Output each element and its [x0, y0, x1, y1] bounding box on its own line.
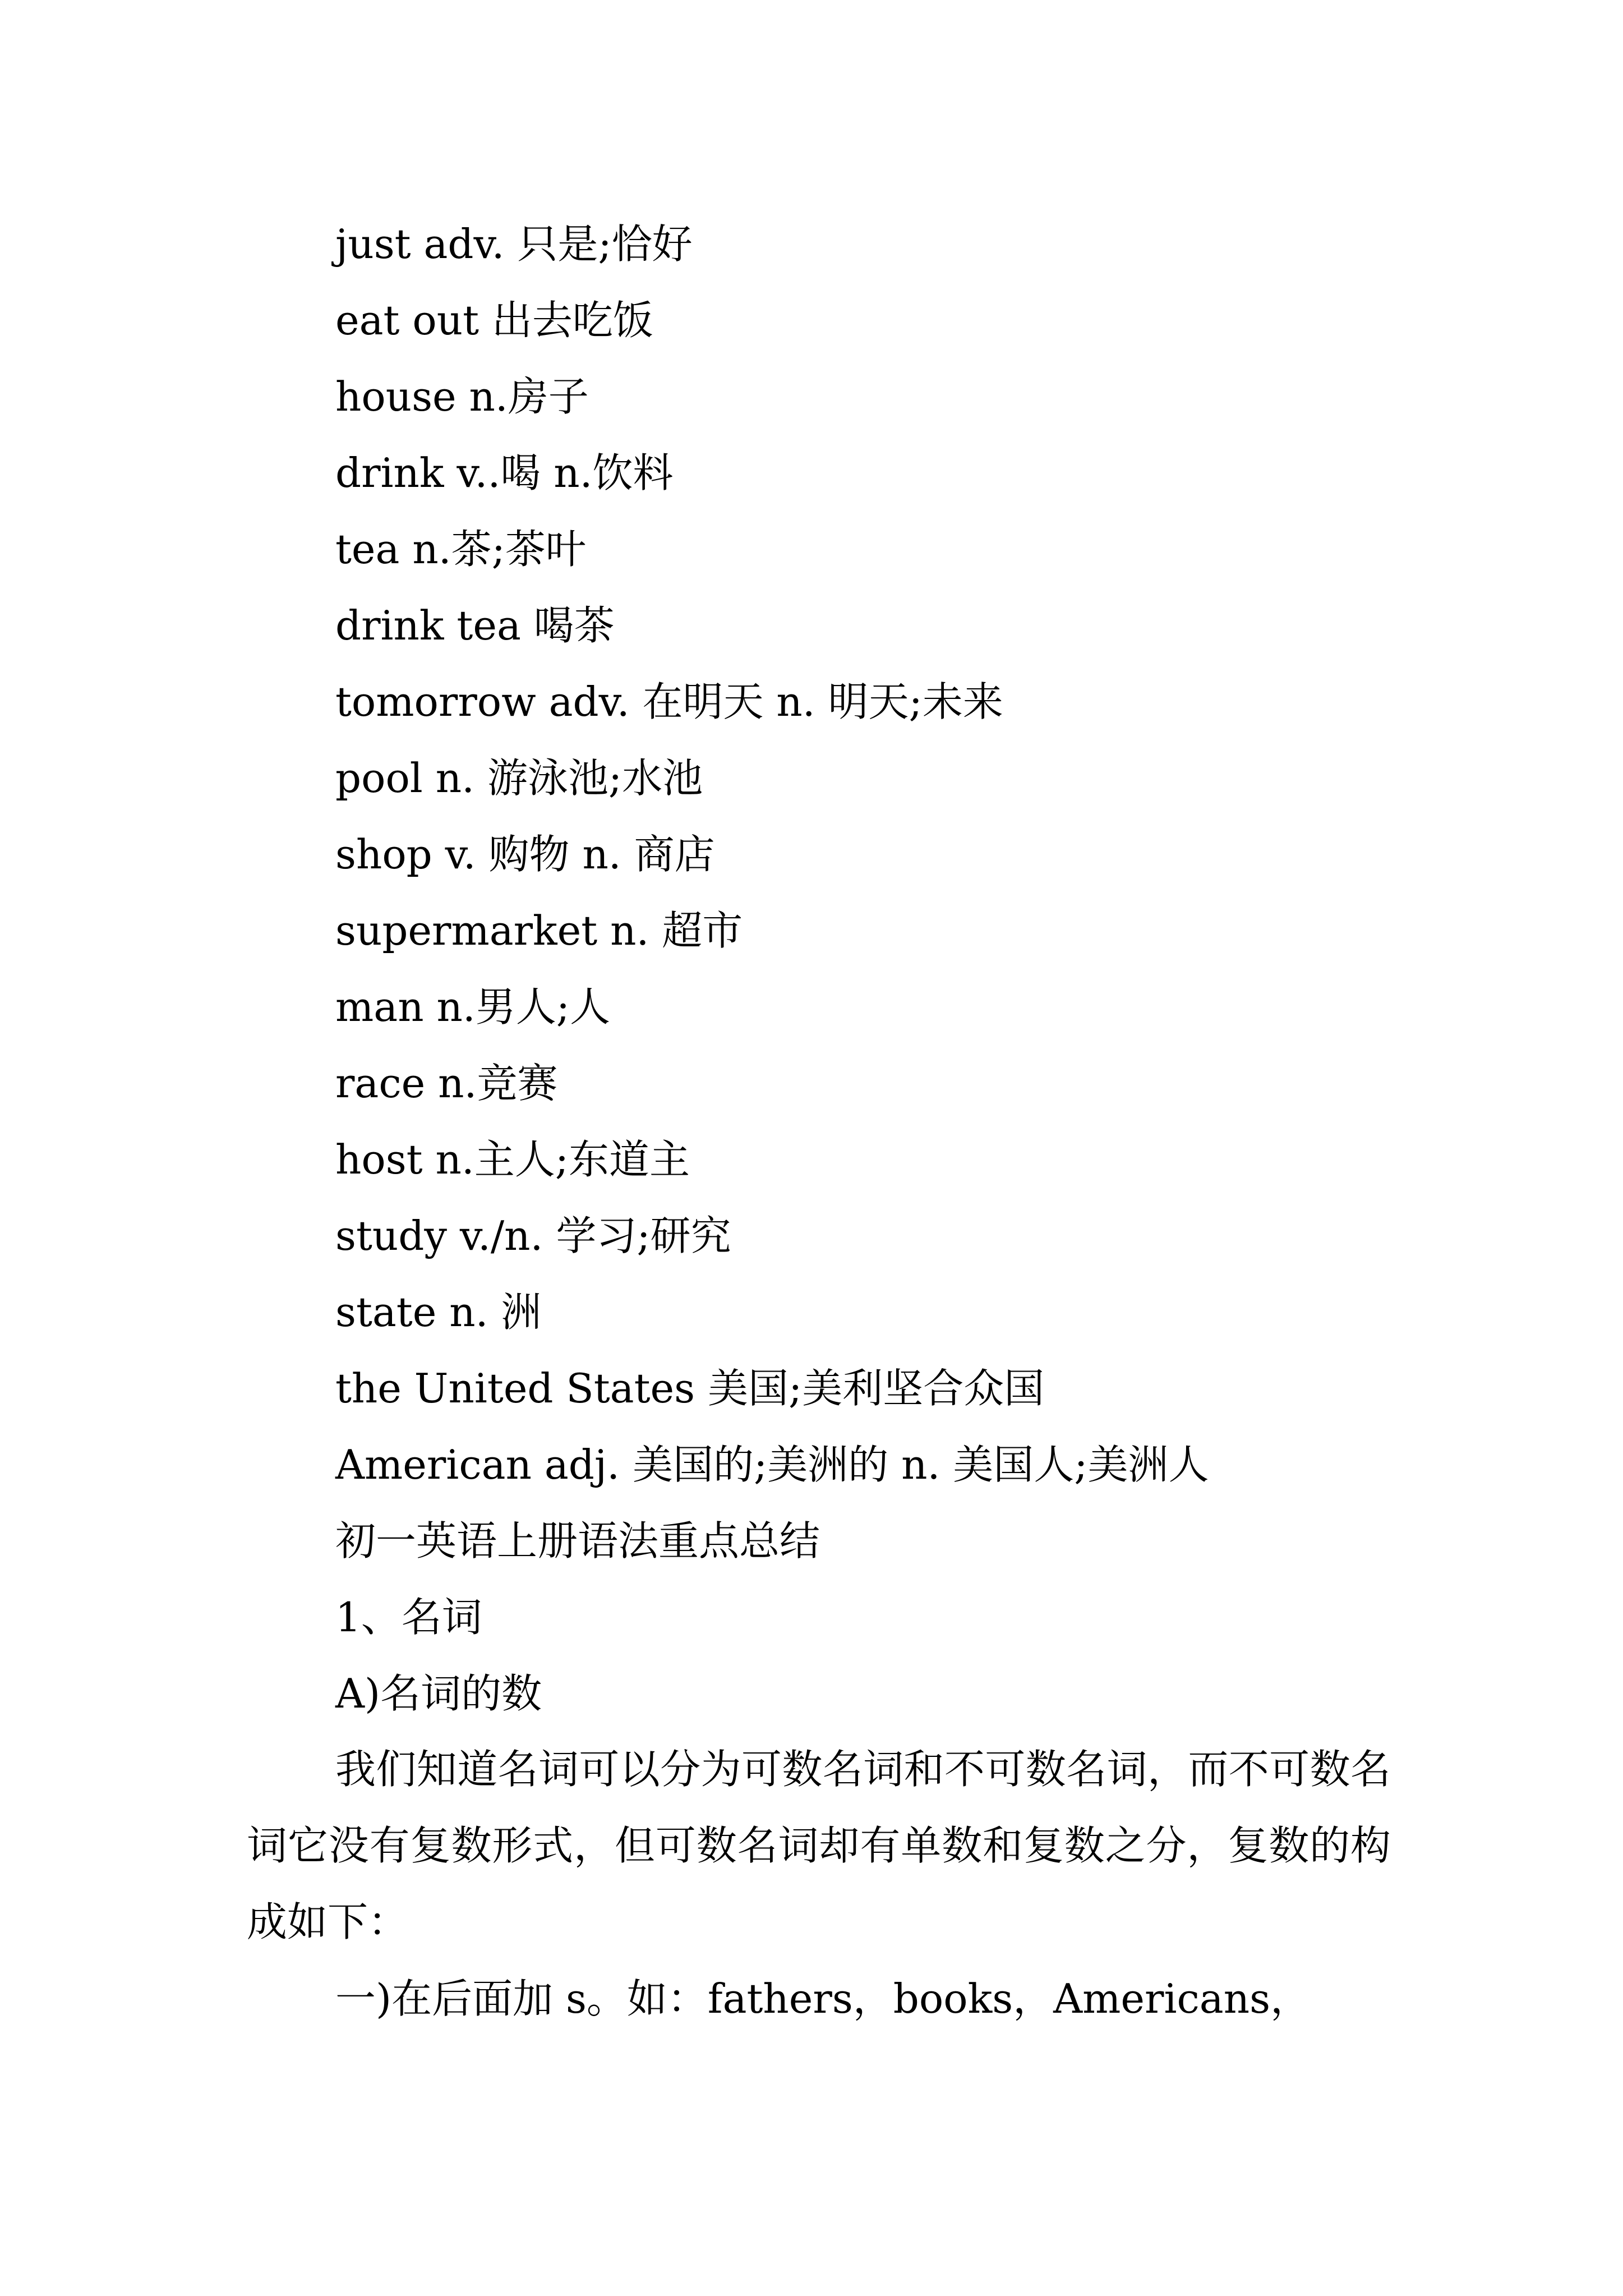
- vocab-line: just adv. 只是;恰好: [335, 220, 693, 268]
- vocab-line: study v./n. 学习;研究: [335, 1212, 731, 1259]
- vocab-line: the United States 美国;美利坚合众国: [335, 1365, 1045, 1412]
- vocab-line: supermarket n. 超市: [335, 907, 743, 954]
- section-heading: 初一英语上册语法重点总结: [335, 1517, 820, 1565]
- vocab-line: drink tea 喝茶: [335, 602, 615, 649]
- vocab-line: house n.房子: [335, 373, 589, 420]
- vocab-line: pool n. 游泳池;水池: [335, 754, 703, 802]
- vocab-line: American adj. 美国的;美洲的 n. 美国人;美洲人: [335, 1441, 1209, 1488]
- subsection-title: A)名词的数: [335, 1670, 542, 1717]
- body-paragraph: 我们知道名词可以分为可数名词和不可数名词，而不可数名词它没有复数形式，但可数名词却有单数和复数之分，复数的构成如下：: [247, 1746, 1391, 1945]
- vocab-line: tomorrow adv. 在明天 n. 明天;未来: [335, 678, 1003, 725]
- vocab-line: host n.主人;东道主: [335, 1136, 690, 1183]
- rule-line: 一)在后面加 s。如：fathers，books，Americans，: [335, 1975, 1311, 2022]
- vocab-line: tea n.茶;茶叶: [335, 526, 586, 573]
- vocab-line: drink v..喝 n.饮料: [335, 449, 674, 496]
- vocab-line: state n. 洲: [335, 1289, 542, 1336]
- section-number-title: 1、名词: [335, 1594, 482, 1641]
- vocab-line: man n.男人;人: [335, 983, 610, 1030]
- vocab-line: race n.竞赛: [335, 1060, 558, 1107]
- vocab-line: eat out 出去吃饭: [335, 297, 653, 344]
- vocab-line: shop v. 购物 n. 商店: [335, 831, 715, 878]
